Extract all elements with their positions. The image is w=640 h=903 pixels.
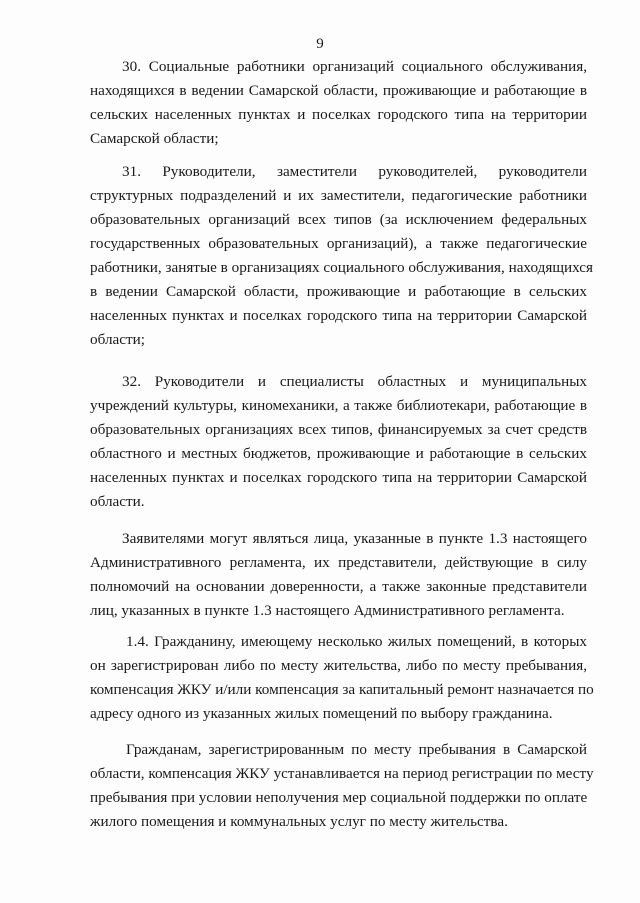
- paragraph-line: населенных пунктах и поселках городского типа на территории Самарской: [90, 307, 587, 324]
- paragraph-line: Заявителями могут являться лица, указанные в пункте 1.3 настоящего: [122, 530, 587, 547]
- paragraph-line: 1.4. Гражданину, имеющему несколько жилых помещений, в которых: [126, 633, 587, 650]
- paragraph-line: 30. Социальные работники организаций социального обслуживания,: [122, 58, 587, 75]
- paragraph-line: образовательных организаций всех типов (за исключением федеральных: [90, 211, 587, 228]
- paragraph-line: жилого помещения и коммунальных услуг по месту жительства.: [90, 813, 508, 830]
- paragraph-line: работники, занятые в организациях социального обслуживания, находящихся: [90, 259, 594, 276]
- paragraph-line: структурных подразделений и их заместители, педагогические работники: [90, 187, 587, 204]
- paragraph-line: полномочий на основании доверенности, а также законные представители: [90, 578, 587, 595]
- paragraph-item-1-4: [90, 630, 594, 726]
- paragraph-line: адресу одного из указанных жилых помещений по выбору гражданина.: [90, 705, 553, 722]
- paragraph-line: учреждений культуры, киномеханики, а также библиотекари, работающие в: [90, 397, 587, 414]
- paragraph-line: образовательных организациях всех типов, финансируемых за счет средств: [90, 421, 587, 438]
- paragraph-line: населенных пунктах и поселках городского типа на территории Самарской: [90, 469, 587, 486]
- paragraph-line: области.: [90, 493, 145, 510]
- paragraph-line: государственных образовательных организаций), а также педагогические: [90, 235, 587, 252]
- paragraph-line: области;: [90, 331, 145, 348]
- paragraph-applicants: [90, 527, 587, 623]
- paragraph-line: он зарегистрирован либо по месту жительства, либо по месту пребывания,: [90, 657, 587, 674]
- paragraph-item-30: [90, 55, 587, 151]
- paragraph-line: Гражданам, зарегистрированным по месту пребывания в Самарской: [126, 741, 587, 758]
- paragraph-line: находящихся в ведении Самарской области, проживающие и работающие в: [90, 82, 587, 99]
- paragraph-line: лиц, указанных в пункте 1.3 настоящего Административного регламента.: [90, 602, 565, 619]
- page-number: 9: [316, 36, 324, 52]
- paragraph-line: 31. Руководители, заместители руководителей, руководители: [122, 163, 587, 180]
- paragraph-item-31: [90, 160, 594, 352]
- paragraph-line: Самарской области;: [90, 130, 219, 147]
- paragraph-line: области, компенсация ЖКУ устанавливается на период регистрации по месту: [90, 765, 594, 782]
- paragraph-line: областного и местных бюджетов, проживающие и работающие в сельских: [90, 445, 587, 462]
- paragraph-line: Административного регламента, их представители, действующие в силу: [90, 554, 587, 571]
- paragraph-line: в ведении Самарской области, проживающие и работающие в сельских: [90, 283, 587, 300]
- paragraph-temporary-registration: [90, 738, 594, 834]
- paragraph-line: компенсация ЖКУ и/или компенсация за капитальный ремонт назначается по: [90, 681, 594, 698]
- paragraph-line: пребывания при условии неполучения мер социальной поддержки по оплате: [90, 789, 588, 806]
- paragraph-item-32: [90, 370, 587, 514]
- paragraph-line: 32. Руководители и специалисты областных и муниципальных: [122, 373, 587, 390]
- paragraph-line: сельских населенных пунктах и поселках городского типа на территории: [90, 106, 587, 123]
